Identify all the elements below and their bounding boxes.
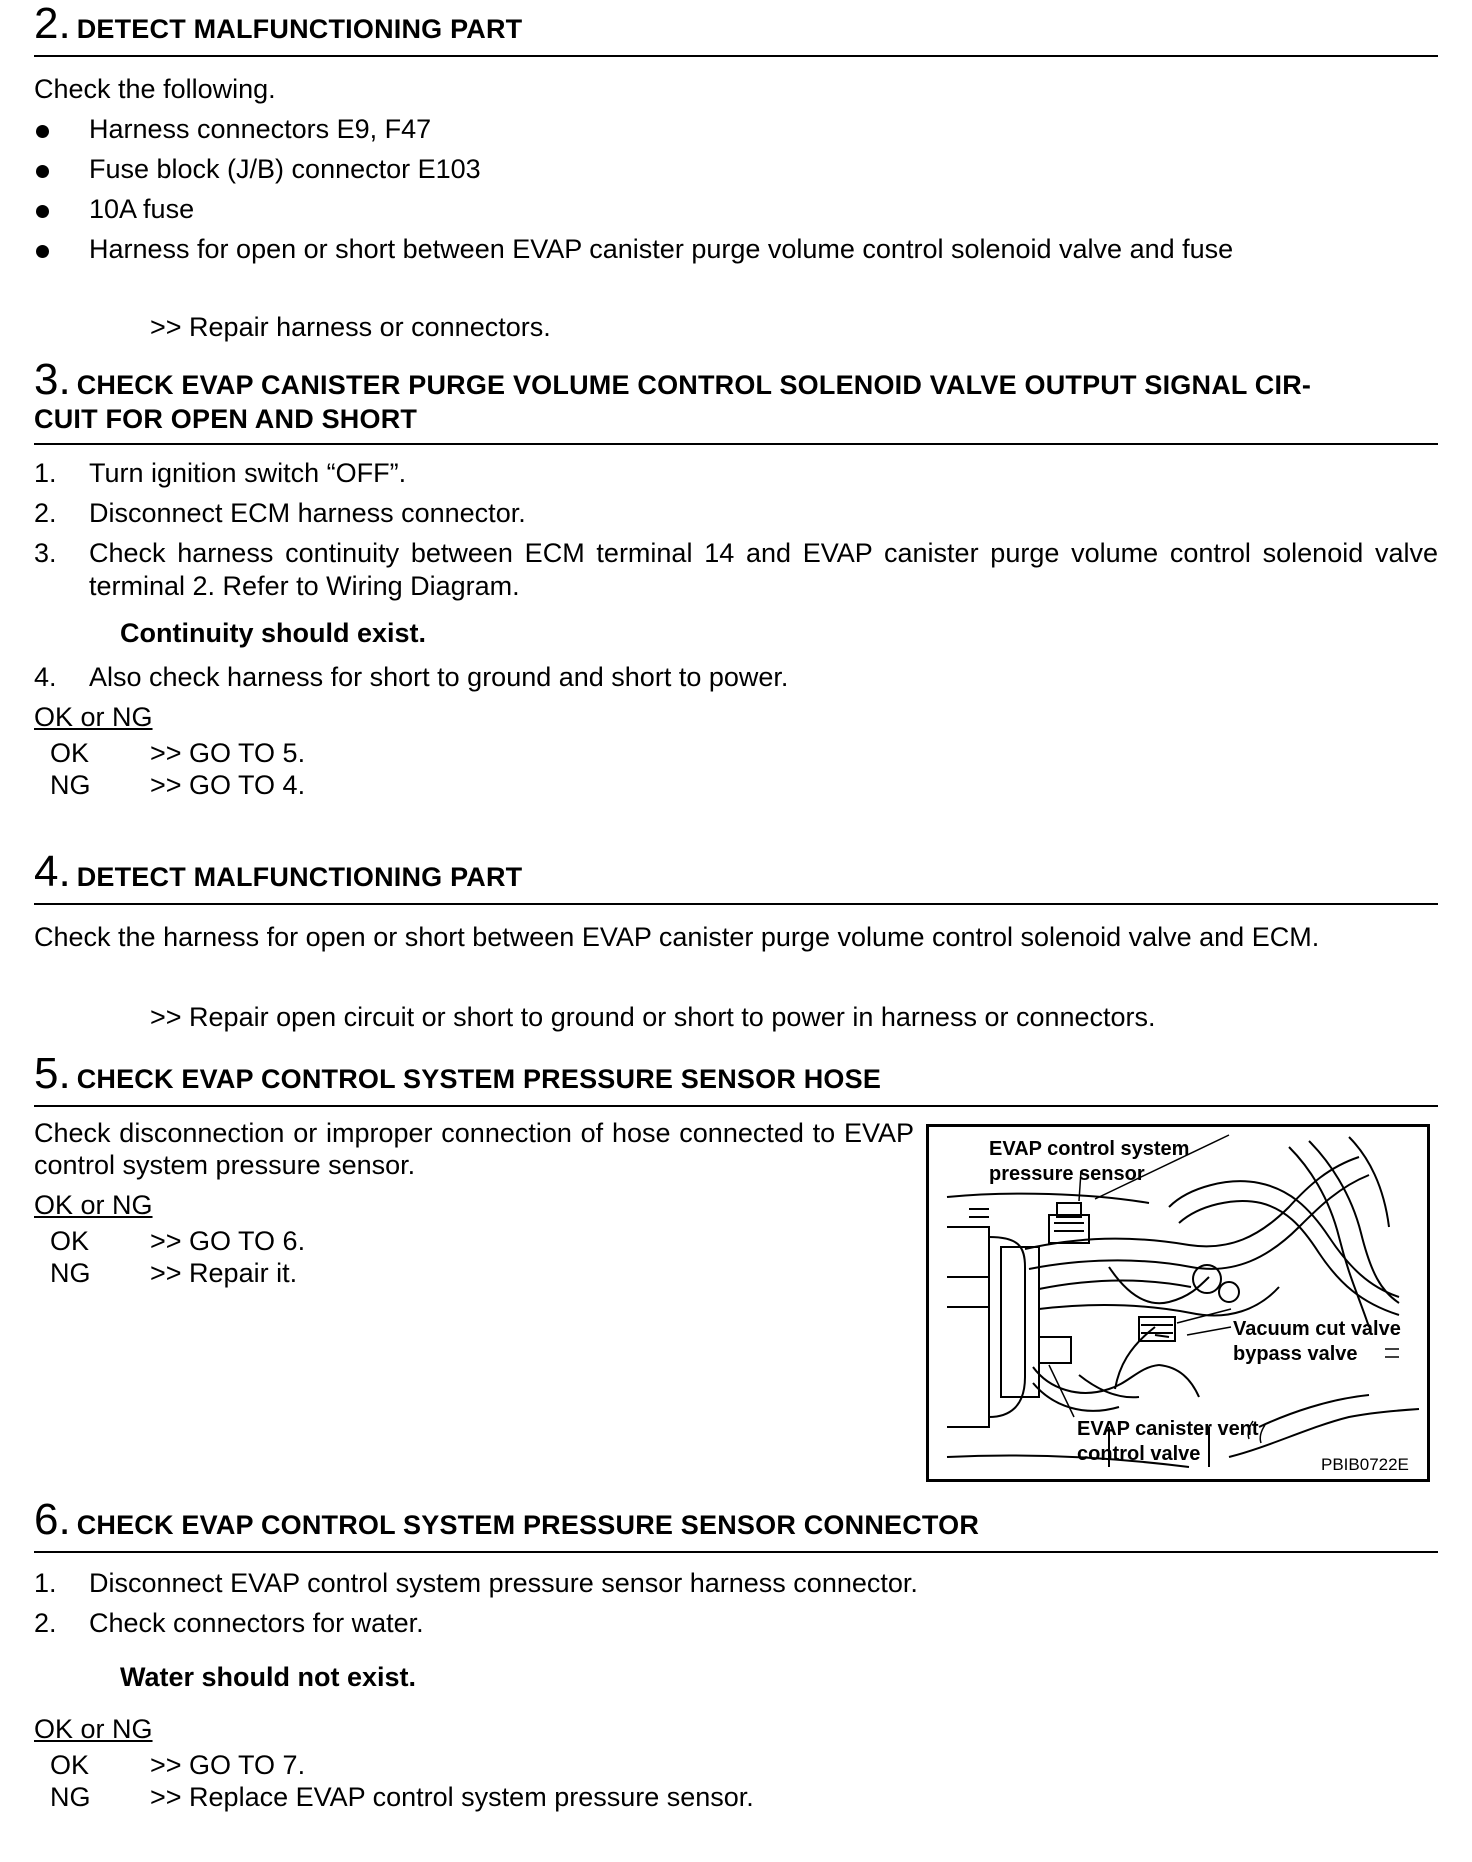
bullet-icon (36, 205, 49, 218)
check-list (34, 109, 1438, 269)
ng-result-row: NG >> GO TO 4. (50, 770, 306, 800)
procedure-list (34, 453, 1438, 603)
list-item: 3. Check harness continuity between ECM terminal 14 and EVAP canister purge volume control solenoid valve terminal 2. Refer to Wiring Diagram. (34, 538, 1438, 601)
step-6 (34, 1496, 1438, 1813)
step-2-header (34, 0, 1438, 57)
list-item: 4. Also check harness for short to ground and short to power. (34, 662, 789, 692)
list-item: Harness connectors E9, F47 (34, 109, 1438, 149)
label-vacuum-cut-valve: Vacuum cut valve bypass valve (1233, 1318, 1401, 1365)
bullet-icon (36, 125, 49, 138)
ng-result-row: NG >> Replace EVAP control system pressure sensor. (50, 1782, 754, 1812)
step-number: 2. (34, 0, 71, 48)
ok-result-row: OK >> GO TO 6. (50, 1226, 306, 1256)
list-item: 10A fuse (34, 189, 1438, 229)
bullet-icon (36, 165, 49, 178)
repair-action: >> Repair open circuit or short to ground or short to power in harness or connectors. (150, 1002, 1156, 1032)
step-title: DETECT MALFUNCTIONING PART (76, 862, 523, 892)
list-item: 2. Disconnect ECM harness connector. (34, 498, 526, 528)
step-title-continued: CUIT FOR OPEN AND SHORT (34, 404, 418, 434)
step-4-header (34, 848, 1438, 905)
step-title: DETECT MALFUNCTIONING PART (76, 14, 523, 44)
step-number: 3. (34, 355, 71, 404)
list-item: Fuse block (J/B) connector E103 (34, 149, 1438, 189)
bullet-icon (36, 245, 49, 258)
list-item: Harness for open or short between EVAP canister purge volume control solenoid valve and fuse (34, 229, 1438, 269)
ng-result-row: NG >> Repair it. (50, 1258, 298, 1288)
step-number: 5. (34, 1049, 71, 1098)
step-number: 4. (34, 847, 71, 896)
step-text: Check the harness for open or short between EVAP canister purge volume control solenoid valve and ECM. (34, 922, 1320, 952)
step-title: CHECK EVAP CANISTER PURGE VOLUME CONTROL SOLENOID VALVE OUTPUT SIGNAL CIR- (76, 370, 1312, 400)
specification-note: Water should not exist. (120, 1662, 417, 1692)
step-number: 6. (34, 1495, 71, 1544)
specification-note: Continuity should exist. (120, 618, 427, 648)
figure-code: PBIB0722E (1321, 1455, 1409, 1474)
step-4 (34, 848, 1438, 1037)
list-item: 2. Check connectors for water. (34, 1608, 424, 1638)
ok-result-row: OK >> GO TO 7. (50, 1750, 306, 1780)
ok-or-ng-label: OK or NG (34, 702, 153, 732)
procedure-list-continued (34, 657, 1438, 697)
step-5-header (34, 1050, 1438, 1107)
step-intro: Check the following. (34, 74, 276, 104)
step-3-header (34, 356, 1438, 445)
ok-result-row: OK >> GO TO 5. (50, 738, 306, 768)
repair-action: >> Repair harness or connectors. (150, 312, 551, 342)
ok-or-ng-label: OK or NG (34, 1190, 153, 1220)
list-item: 1. Turn ignition switch “OFF”. (34, 458, 407, 488)
step-title: CHECK EVAP CONTROL SYSTEM PRESSURE SENSOR CONNECTOR (76, 1510, 980, 1540)
step-2 (34, 0, 1438, 347)
step-6-header (34, 1496, 1438, 1553)
step-text: Check disconnection or improper connection of hose connected to EVAP control system pressure sensor. (34, 1118, 914, 1180)
label-pressure-sensor: EVAP control system pressure sensor (989, 1138, 1190, 1185)
step-3 (34, 356, 1438, 801)
ok-or-ng-label: OK or NG (34, 1714, 153, 1744)
label-vent-control-valve: EVAP canister vent control valve (1077, 1418, 1259, 1465)
procedure-list (34, 1563, 1438, 1643)
pressure-sensor-illustration (926, 1124, 1430, 1482)
list-item: 1. Disconnect EVAP control system pressure sensor harness connector. (34, 1568, 918, 1598)
step-5 (34, 1049, 1438, 1474)
step-title: CHECK EVAP CONTROL SYSTEM PRESSURE SENSOR HOSE (76, 1064, 882, 1094)
